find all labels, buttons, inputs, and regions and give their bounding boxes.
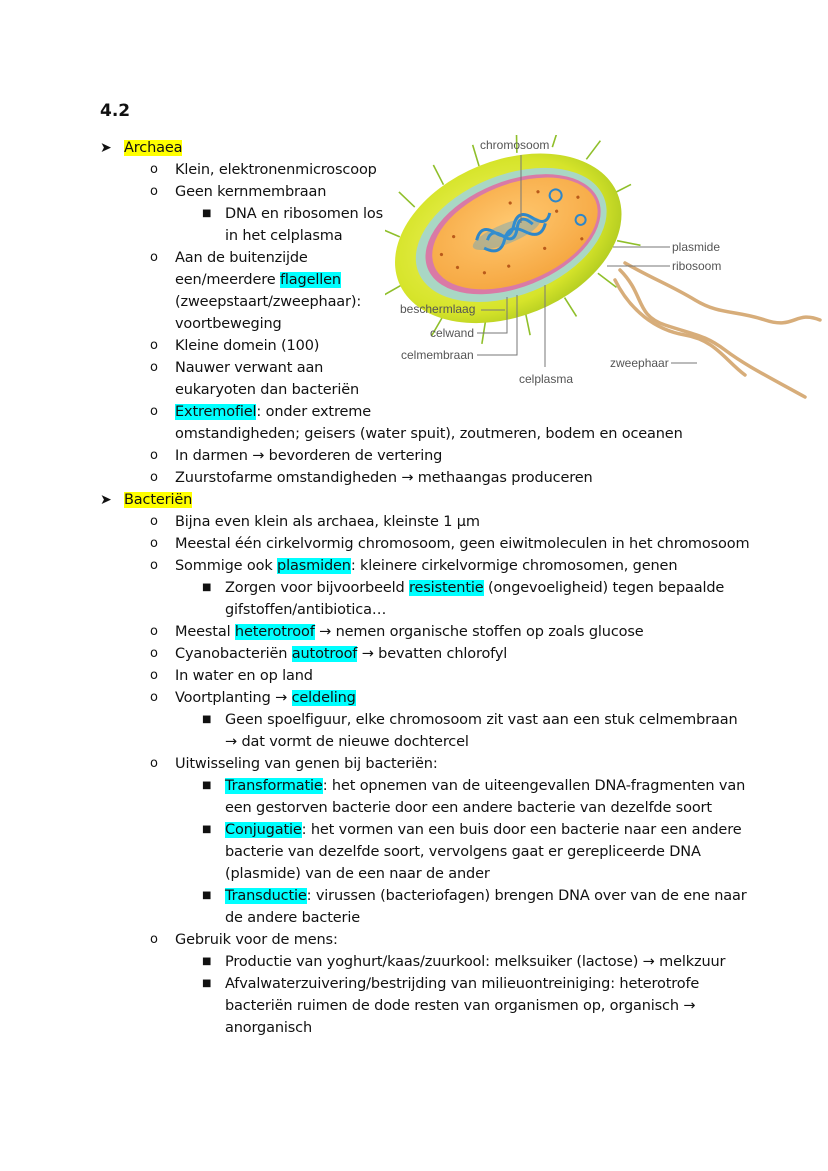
list-item: Geen spoelfiguur, elke chromosoom zit vast aan een stuk celmembraan [225,712,738,728]
circle-bullet-icon: o [150,932,158,947]
circle-bullet-icon: o [150,668,158,683]
circle-bullet-icon: o [150,690,158,705]
list-item: Conjugatie: het vormen van een buis door een bacterie naar een andere [225,822,742,838]
circle-bullet-icon: o [150,360,158,375]
list-item: omstandigheden; geisers (water spuit), zoutmeren, bodem en oceanen [175,426,683,442]
list-item: Geen kernmembraan [175,184,327,200]
highlight-term: Extremofiel [175,404,257,420]
circle-bullet-icon: o [150,470,158,485]
circle-bullet-icon: o [150,448,158,463]
circle-bullet-icon: o [150,162,158,177]
highlight-term: plasmiden [277,558,351,574]
circle-bullet-icon: o [150,646,158,661]
flagella [615,263,820,397]
highlight-term: resistentie [409,580,484,596]
highlight-term: flagellen [279,272,341,288]
square-bullet-icon: ■ [202,890,212,901]
list-item: de andere bacterie [225,910,360,926]
list-item: Zuurstofarme omstandigheden → methaangas produceren [175,470,593,486]
list-item: Sommige ook plasmiden: kleinere cirkelvormige chromosomen, genen [175,558,678,574]
list-item: (zweepstaart/zweephaar): [175,294,362,310]
list-item: Transformatie: het opnemen van de uiteengevallen DNA-fragmenten van [225,778,746,794]
list-item: Meestal heterotroof → nemen organische stoffen op zoals glucose [175,624,644,640]
square-bullet-icon: ■ [202,582,212,593]
list-item: Kleine domein (100) [175,338,320,354]
list-item: In darmen → bevorderen de vertering [175,448,443,464]
list-item: Meestal één cirkelvormig chromosoom, geen eiwitmoleculen in het chromosoom [175,536,750,552]
highlight-term: heterotroof [234,624,315,640]
bacterium-diagram [385,135,825,415]
list-item: Bijna even klein als archaea, kleinste 1 μm [175,514,480,530]
list-item: In water en op land [175,668,313,684]
circle-bullet-icon: o [150,514,158,529]
list-item: anorganisch [225,1020,313,1036]
square-bullet-icon: ■ [202,208,212,219]
highlight-term: Conjugatie [225,822,302,838]
label-celplasma: celplasma [519,372,574,386]
bacterium-body [385,135,669,380]
list-item: eukaryoten dan bacteriën [175,382,360,398]
page-heading: 4.2 [100,101,131,121]
square-bullet-icon: ■ [202,824,212,835]
circle-bullet-icon: o [150,250,158,265]
circle-bullet-icon: o [150,558,158,573]
list-item: een/meerdere flagellen [175,272,341,288]
label-chromosoom: chromosoom [480,138,550,152]
arrow-bullet-icon: ➤ [100,140,112,156]
highlight-term: Transformatie [225,778,323,794]
circle-bullet-icon: o [150,404,158,419]
section-title-archaea: Archaea [124,140,183,156]
label-zweephaar: zweephaar [610,356,669,370]
list-item: Aan de buitenzijde [175,250,308,266]
label-ribosoom: ribosoom [672,259,722,273]
label-celmembraan: celmembraan [401,348,474,362]
highlight-term: celdeling [291,690,356,706]
circle-bullet-icon: o [150,756,158,771]
list-item: → dat vormt de nieuwe dochtercel [225,734,469,750]
list-item: Zorgen voor bijvoorbeeld resistentie (ongevoeligheid) tegen bepaalde [225,580,725,596]
square-bullet-icon: ■ [202,780,212,791]
list-item: Productie van yoghurt/kaas/zuurkool: melksuiker (lactose) → melkzuur [225,954,726,970]
list-item: Afvalwaterzuivering/bestrijding van milieuontreiniging: heterotrofe [225,976,700,992]
section-title-bacterien: Bacteriën [124,492,193,508]
list-item: Cyanobacteriën autotroof → bevatten chlorofyl [175,646,508,662]
list-item: bacteriën ruimen de dode resten van organismen op, organisch → [225,998,696,1014]
list-item: Uitwisseling van genen bij bacteriën: [175,756,438,772]
square-bullet-icon: ■ [202,978,212,989]
list-item: Transductie: virussen (bacteriofagen) brengen DNA over van de ene naar [225,888,747,904]
list-item: DNA en ribosomen los [225,206,384,222]
circle-bullet-icon: o [150,338,158,353]
label-celwand: celwand [430,326,475,340]
square-bullet-icon: ■ [202,956,212,967]
list-item: voortbeweging [175,316,282,332]
label-beschermlaag: beschermlaag [400,302,476,316]
list-item: Nauwer verwant aan [175,360,324,376]
list-item: (plasmide) van de een naar de ander [225,866,490,882]
list-item: Extremofiel: onder extreme [175,404,371,420]
square-bullet-icon: ■ [202,714,212,725]
arrow-bullet-icon: ➤ [100,492,112,508]
circle-bullet-icon: o [150,184,158,199]
list-item: bacterie van dezelfde soort, vervolgens gaat er gerepliceerde DNA [225,844,701,860]
highlight-term: Transductie [225,888,307,904]
list-item: gifstoffen/antibiotica… [225,602,387,618]
highlight-term: autotroof [291,646,358,662]
list-item: in het celplasma [225,228,343,244]
list-item: Klein, elektronenmicroscoop [175,162,377,178]
list-item: een gestorven bacterie door een andere bacterie van dezelfde soort [225,800,712,816]
list-item: Gebruik voor de mens: [175,932,338,948]
label-plasmide: plasmide [672,240,721,254]
list-item: Voortplanting → celdeling [175,690,356,706]
circle-bullet-icon: o [150,624,158,639]
circle-bullet-icon: o [150,536,158,551]
